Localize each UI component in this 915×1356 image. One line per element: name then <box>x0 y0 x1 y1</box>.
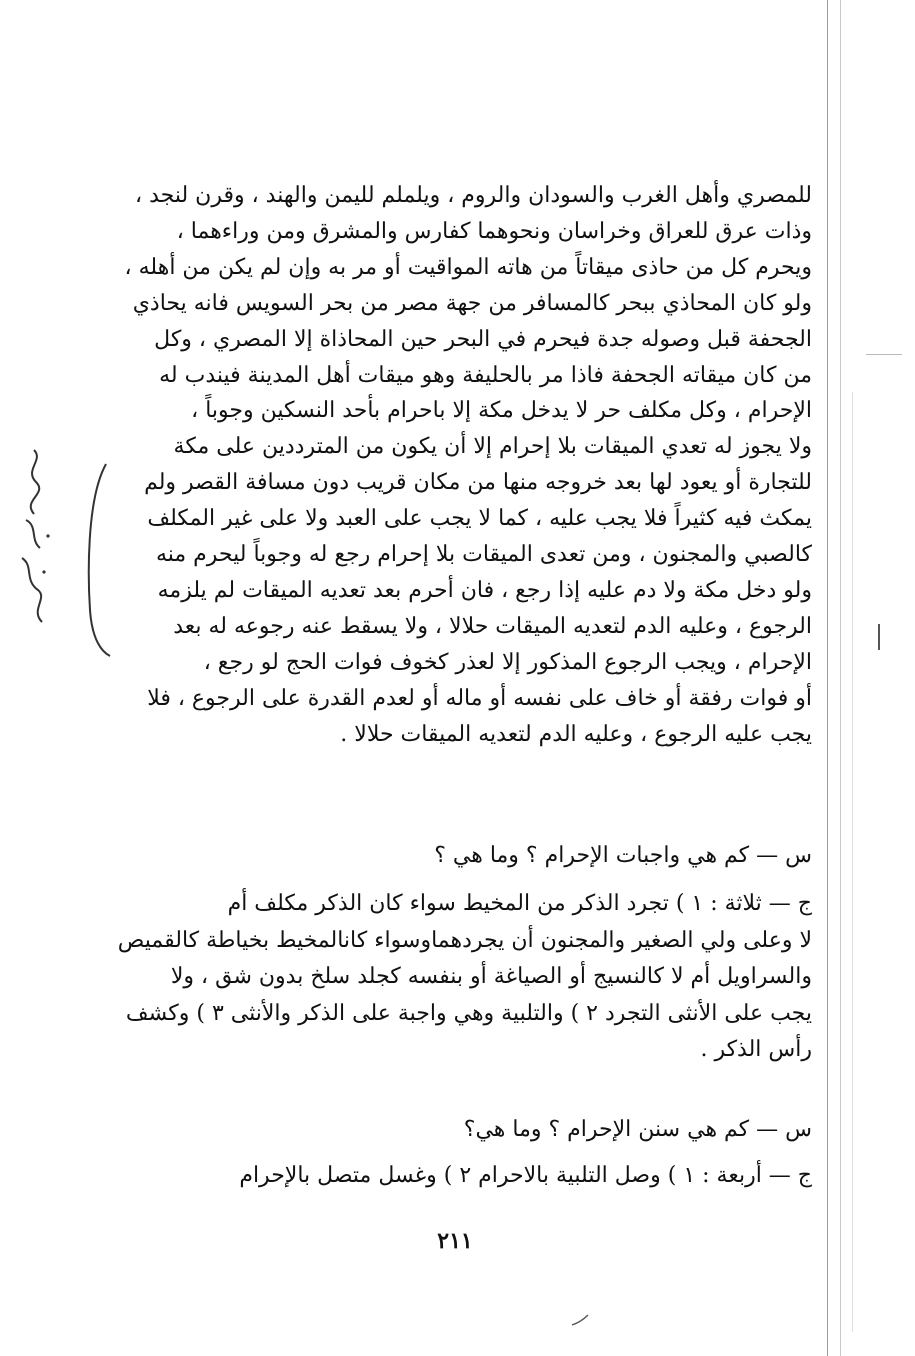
body-line: الإحرام ، وكل مكلف حر لا يدخل مكة إلا باحرام بأحد النسكين وجوباً ، <box>191 398 812 424</box>
body-line: يجب عليه الرجوع ، وعليه الدم لتعديه الميقات حلالا . <box>340 721 812 747</box>
body-line: الجحفة قبل وصوله جدة فيحرم في البحر حين المحاذاة إلا المصري ، وكل <box>154 326 812 352</box>
binding-line <box>827 0 828 1356</box>
question-text: س — كم هي واجبات الإحرام ؟ وما هي ؟ <box>434 843 812 868</box>
question-1 <box>112 838 812 875</box>
stray-mark <box>570 1312 590 1326</box>
edge-curve <box>852 392 853 1332</box>
body-line: وذات عرق للعراق وخراسان ونحوهما كفارس والمشرق ومن وراءهما ، <box>176 218 812 244</box>
bracket-icon <box>76 460 116 660</box>
body-text <box>112 178 812 753</box>
stray-stroke-icon <box>570 1313 590 1327</box>
edge-mark <box>878 624 880 650</box>
page-number: ٢١١ <box>437 1228 473 1254</box>
body-line: الرجوع ، وعليه الدم لتعديه الميقات حلالا ، ولا يسقط عنه رجوعه له بعد <box>173 613 812 639</box>
question-2 <box>112 1112 812 1149</box>
body-line: ولو دخل مكة ولا دم عليه إذا رجع ، فان أحرم بعد تعديه الميقات لم يلزمه <box>157 577 812 603</box>
answer-2 <box>112 1158 812 1195</box>
answer-1 <box>112 886 812 1069</box>
answer-line: يجب على الأنثى التجرد ٢ ) والتلبية وهي واجبة على الذكر والأنثى ٣ ) وكشف <box>125 1000 812 1026</box>
body-line: للتجارة أو يعود لها بعد خروجه منها من مكان قريب دون مسافة القصر ولم <box>144 470 812 496</box>
handwriting-icon <box>4 440 82 630</box>
body-line: يمكث فيه كثيراً فلا يجب عليه ، كما لا يجب على العبد ولا على غير المكلف <box>147 506 812 532</box>
answer-line: لا وعلى ولي الصغير والمجنون أن يجردهماوسواء كانالمخيط بخياطة كالقميص <box>117 927 812 953</box>
body-line: الإحرام ، ويجب الرجوع المذكور إلا لعذر كخوف فوات الحج لو رجع ، <box>203 649 812 675</box>
body-line: للمصري وأهل الغرب والسودان والروم ، ويلملم لليمن والهند ، وقرن لنجد ، <box>134 183 812 208</box>
body-line: كالصبي والمجنون ، ومن تعدى الميقات بلا إحرام رجع له وجوباً ليحرم منه <box>155 542 812 568</box>
margin-bracket <box>76 460 116 660</box>
answer-line: والسراويل أم لا كالنسيج أو الصياغة أو بنفسه كجلد سلخ بدون شق ، ولا <box>170 964 812 990</box>
body-line: ولا يجوز له تعدي الميقات بلا إحرام إلا أن يكون من المترددين على مكة <box>173 434 812 460</box>
body-line: ويحرم كل من حاذى ميقاتاً من هاته المواقيت أو مر به وإن لم يكن من أهله ، <box>124 254 812 280</box>
answer-line: ج — ثلاثة : ١ ) تجرد الذكر من المخيط سواء كان الذكر مكلف أم <box>227 891 812 916</box>
answer-line: ج — أربعة : ١ ) وصل التلبية بالاحرام ٢ ) وغسل متصل بالإحرام <box>239 1163 812 1188</box>
question-text: س — كم هي سنن الإحرام ؟ وما هي؟ <box>463 1117 812 1142</box>
answer-line: رأس الذكر . <box>700 1037 812 1063</box>
binding-line-outer <box>840 0 841 1356</box>
body-line: من كان ميقاته الجحفة فاذا مر بالحليفة وهو ميقات أهل المدينة فيندب له <box>159 362 812 388</box>
edge-tick <box>866 354 902 355</box>
body-line: ولو كان المحاذي ببحر كالمسافر من جهة مصر من بحر السويس فانه يحاذي <box>132 290 812 316</box>
body-line: أو فوات رفقة أو خاف على نفسه أو ماله أو لعدم القدرة على الرجوع ، فلا <box>147 685 812 711</box>
handwritten-margin-note <box>4 440 82 630</box>
